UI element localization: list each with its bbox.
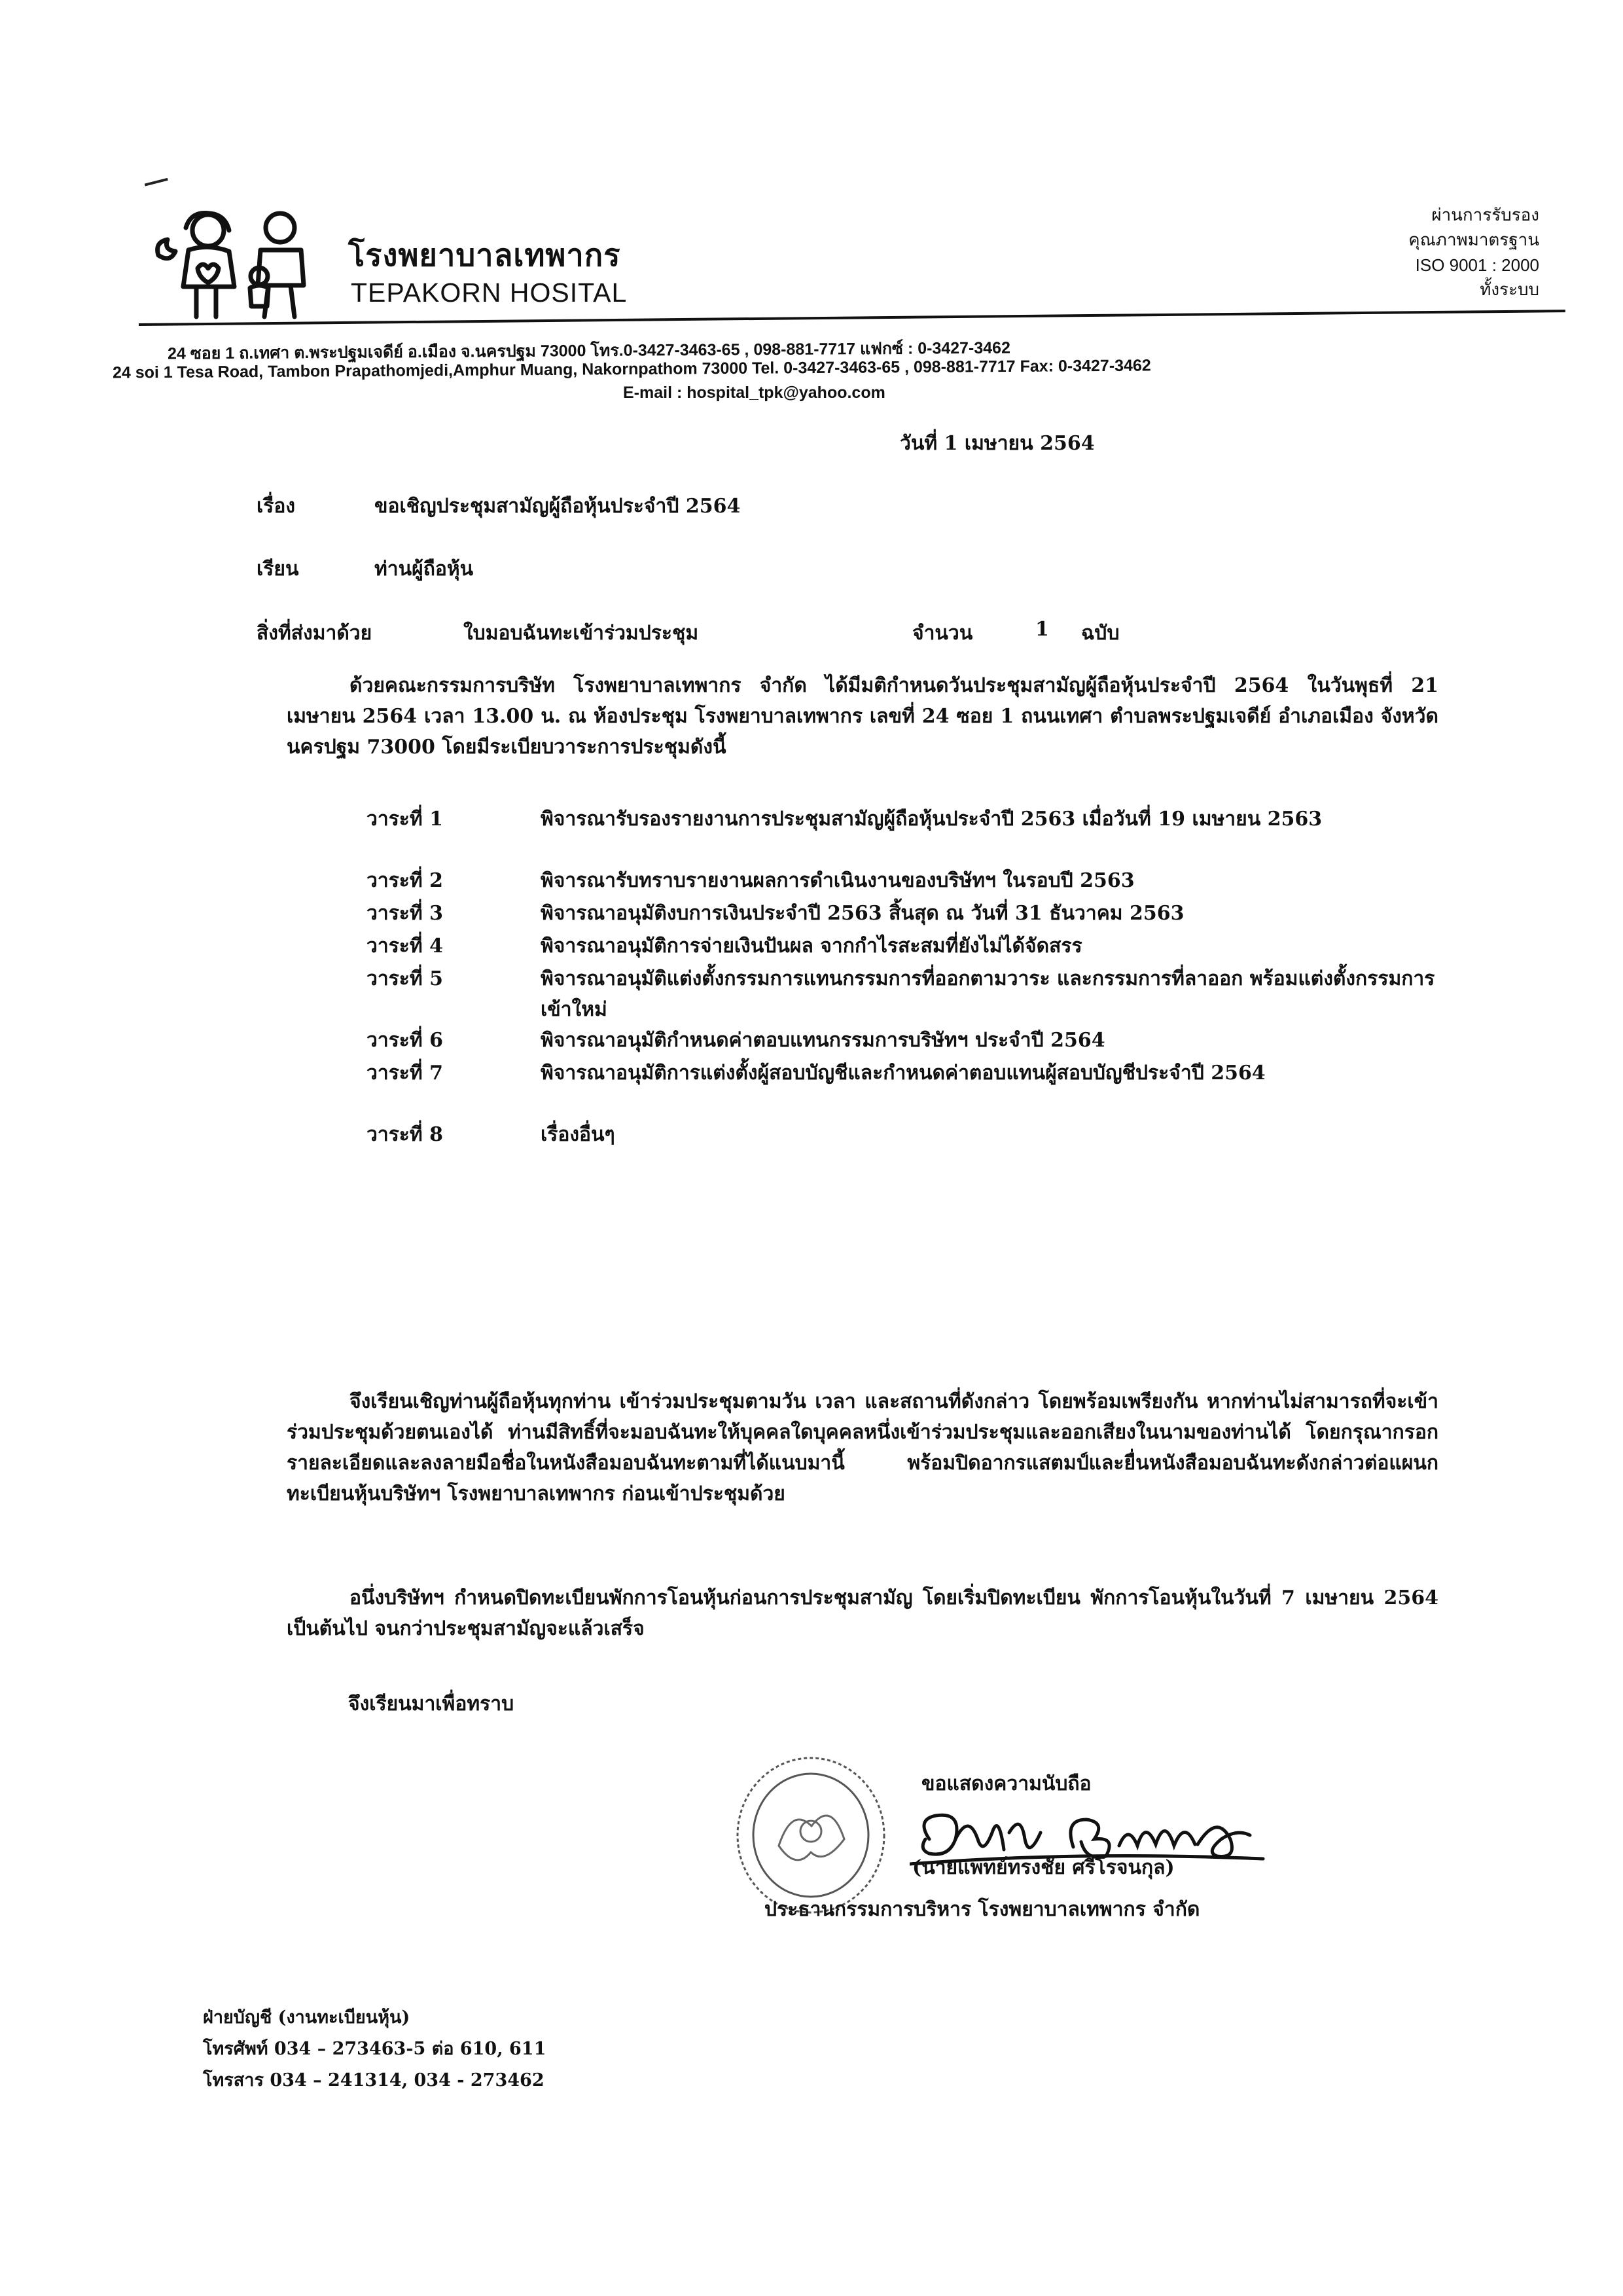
closing-paragraph: จึงเรียนเชิญท่านผู้ถือหุ้นทุกท่าน เข้าร่วมประชุมตามวัน เวลา และสถานที่ดังกล่าว โดยพร้อมเพรียงกัน หากท่านไม่สามารถที่จะเข้าร่วมประชุมด้วยตนเองได้ ท่านมีสิทธิ์ที่จะมอบฉันทะให้บุคคลใดบุคคลหนึ่งเข้าร่วมประชุมและออกเสียงในนามของท่านได้ โดยกรุณากรอกรายละเอียดและลงลายมือชื่อในหนังสือมอบฉันทะตามที่ได้แนบมานี้ พร้อมปิดอากรแสตมป์และยื่นหนังสือมอบฉันทะดังกล่าวต่อแผนกทะเบียนหุ้นบริษัทฯ โรงพยาบาลเทพากร ก่อนเข้าประชุมด้วย xyxy=(287,1390,1438,1505)
certification-line: ทั้งระบบ xyxy=(1480,280,1539,300)
company-seal-icon xyxy=(733,1754,889,1916)
footer-phone: โทรศัพท์ 034 – 273463-5 ต่อ 610, 611 xyxy=(203,2039,546,2059)
agenda-text: พิจารณารับทราบรายงานผลการดำเนินงานของบริษัทฯ ในรอบปี 2563 xyxy=(541,869,1135,892)
hospital-logo-icon xyxy=(152,208,321,326)
hospital-name-thai: โรงพยาบาลเทพากร xyxy=(348,238,621,274)
header-divider xyxy=(139,310,1565,326)
subject-text: ขอเชิญประชุมสามัญผู้ถือหุ้นประจำปี 2564 xyxy=(374,495,741,518)
agenda-text: พิจารณาอนุมัติกำหนดค่าตอบแทนกรรมการบริษัทฯ ประจำปี 2564 xyxy=(541,1029,1105,1052)
enclosure-text: ใบมอบฉันทะเข้าร่วมประชุม xyxy=(463,622,699,645)
iso-certification xyxy=(1408,203,1539,302)
enclosure-quantity-label: จำนวน xyxy=(912,622,973,645)
agenda-number: วาระที่ 8 xyxy=(366,1123,444,1146)
notice-paragraph: อนึ่งบริษัทฯ กำหนดปิดทะเบียนพักการโอนหุ้นก่อนการประชุมสามัญ โดยเริ่มปิดทะเบียน พักการโอนหุ้นในวันที่ 7 เมษายน 2564 เป็นต้นไป จนกว่าประชุมสามัญจะแล้วเสร็จ xyxy=(287,1587,1438,1640)
agenda-number: วาระที่ 7 xyxy=(366,1062,444,1085)
regards-text: จึงเรียนมาเพื่อทราบ xyxy=(348,1693,514,1715)
agenda-number: วาระที่ 3 xyxy=(366,902,444,925)
recipient-text: ท่านผู้ถือหุ้น xyxy=(374,558,474,581)
agenda-number: วาระที่ 6 xyxy=(366,1029,444,1052)
agenda-text: พิจารณารับรองรายงานการประชุมสามัญผู้ถือหุ้นประจำปี 2563 เมื่อวันที่ 19 เมษายน 2563 xyxy=(541,808,1323,831)
footer-department: ฝ่ายบัญชี (งานทะเบียนหุ้น) xyxy=(203,2007,410,2028)
email-address: E-mail : hospital_tpk@yahoo.com xyxy=(623,384,885,402)
agenda-number: วาระที่ 4 xyxy=(366,935,444,958)
certification-line: คุณภาพมาตรฐาน xyxy=(1408,230,1539,250)
hospital-name-english: TEPAKORN HOSITAL xyxy=(351,278,628,308)
signer-position: ประธานกรรมการบริหาร โรงพยาบาลเทพากร จำกัด xyxy=(764,1898,1200,1921)
agenda-number: วาระที่ 2 xyxy=(366,869,444,892)
certification-line: ISO 9001 : 2000 xyxy=(1415,255,1539,275)
agenda-text: เรื่องอื่นๆ xyxy=(541,1123,615,1146)
address-english: 24 soi 1 Tesa Road, Tambon Prapathomjedi,Amphur Muang, Nakornpathom 73000 Tel. 0-3427-3463-65 , 098-881-7717 Fax: 0-3427-3462 xyxy=(112,356,1151,382)
agenda-text: พิจารณาอนุมัติการแต่งตั้งผู้สอบบัญชีและกำหนดค่าตอบแทนผู้สอบบัญชีประจำปี 2564 xyxy=(541,1062,1266,1085)
pen-mark xyxy=(145,178,169,192)
recipient-label: เรียน xyxy=(257,558,299,581)
intro-paragraph: ด้วยคณะกรรมการบริษัท โรงพยาบาลเทพากร จำกัด ได้มีมติกำหนดวันประชุมสามัญผู้ถือหุ้นประจำปี 2564 ในวันพุธที่ 21 เมษายน 2564 เวลา 13.00 น. ณ ห้องประชุม โรงพยาบาลเทพากร เลขที่ 24 ซอย 1 ถนนเทศา ตำบลพระปฐมเจดีย์ อำเภอเมือง จังหวัดนครปฐม 73000 โดยมีระเบียบวาระการประชุมดังนี้ xyxy=(287,674,1438,759)
enclosure-unit: ฉบับ xyxy=(1081,622,1120,645)
signer-name: (นายแพทย์ทรงชัย ศรีโรจนกุล) xyxy=(912,1856,1175,1879)
agenda-text: พิจารณาอนุมัติการจ่ายเงินปันผล จากกำไรสะสมที่ยังไม่ได้จัดสรร xyxy=(541,935,1082,958)
subject-label: เรื่อง xyxy=(257,495,296,518)
certification-line: ผ่านการรับรอง xyxy=(1431,206,1539,225)
agenda-number: วาระที่ 5 xyxy=(366,967,444,990)
agenda-number: วาระที่ 1 xyxy=(366,808,444,831)
enclosure-quantity: 1 xyxy=(1035,618,1049,641)
agenda-text: พิจารณาอนุมัติแต่งตั้งกรรมการแทนกรรมการที่ออกตามวาระ และกรรมการที่ลาออก พร้อมแต่งตั้งกรรมการเข้าใหม่ xyxy=(541,967,1435,1021)
footer-fax: โทรสาร 034 – 241314, 034 - 273462 xyxy=(203,2070,544,2090)
enclosure-label: สิ่งที่ส่งมาด้วย xyxy=(257,622,372,645)
agenda-text: พิจารณาอนุมัติงบการเงินประจำปี 2563 สิ้นสุด ณ วันที่ 31 ธันวาคม 2563 xyxy=(541,902,1185,925)
respect-text: ขอแสดงความนับถือ xyxy=(921,1772,1092,1795)
address-thai: 24 ซอย 1 ถ.เทศา ต.พระปฐมเจดีย์ อ.เมือง จ.นครปฐม 73000 โทร.0-3427-3463-65 , 098-881-7717 แฟกซ์ : 0-3427-3462 xyxy=(167,338,1011,363)
letter-date: วันที่ 1 เมษายน 2564 xyxy=(900,432,1095,455)
